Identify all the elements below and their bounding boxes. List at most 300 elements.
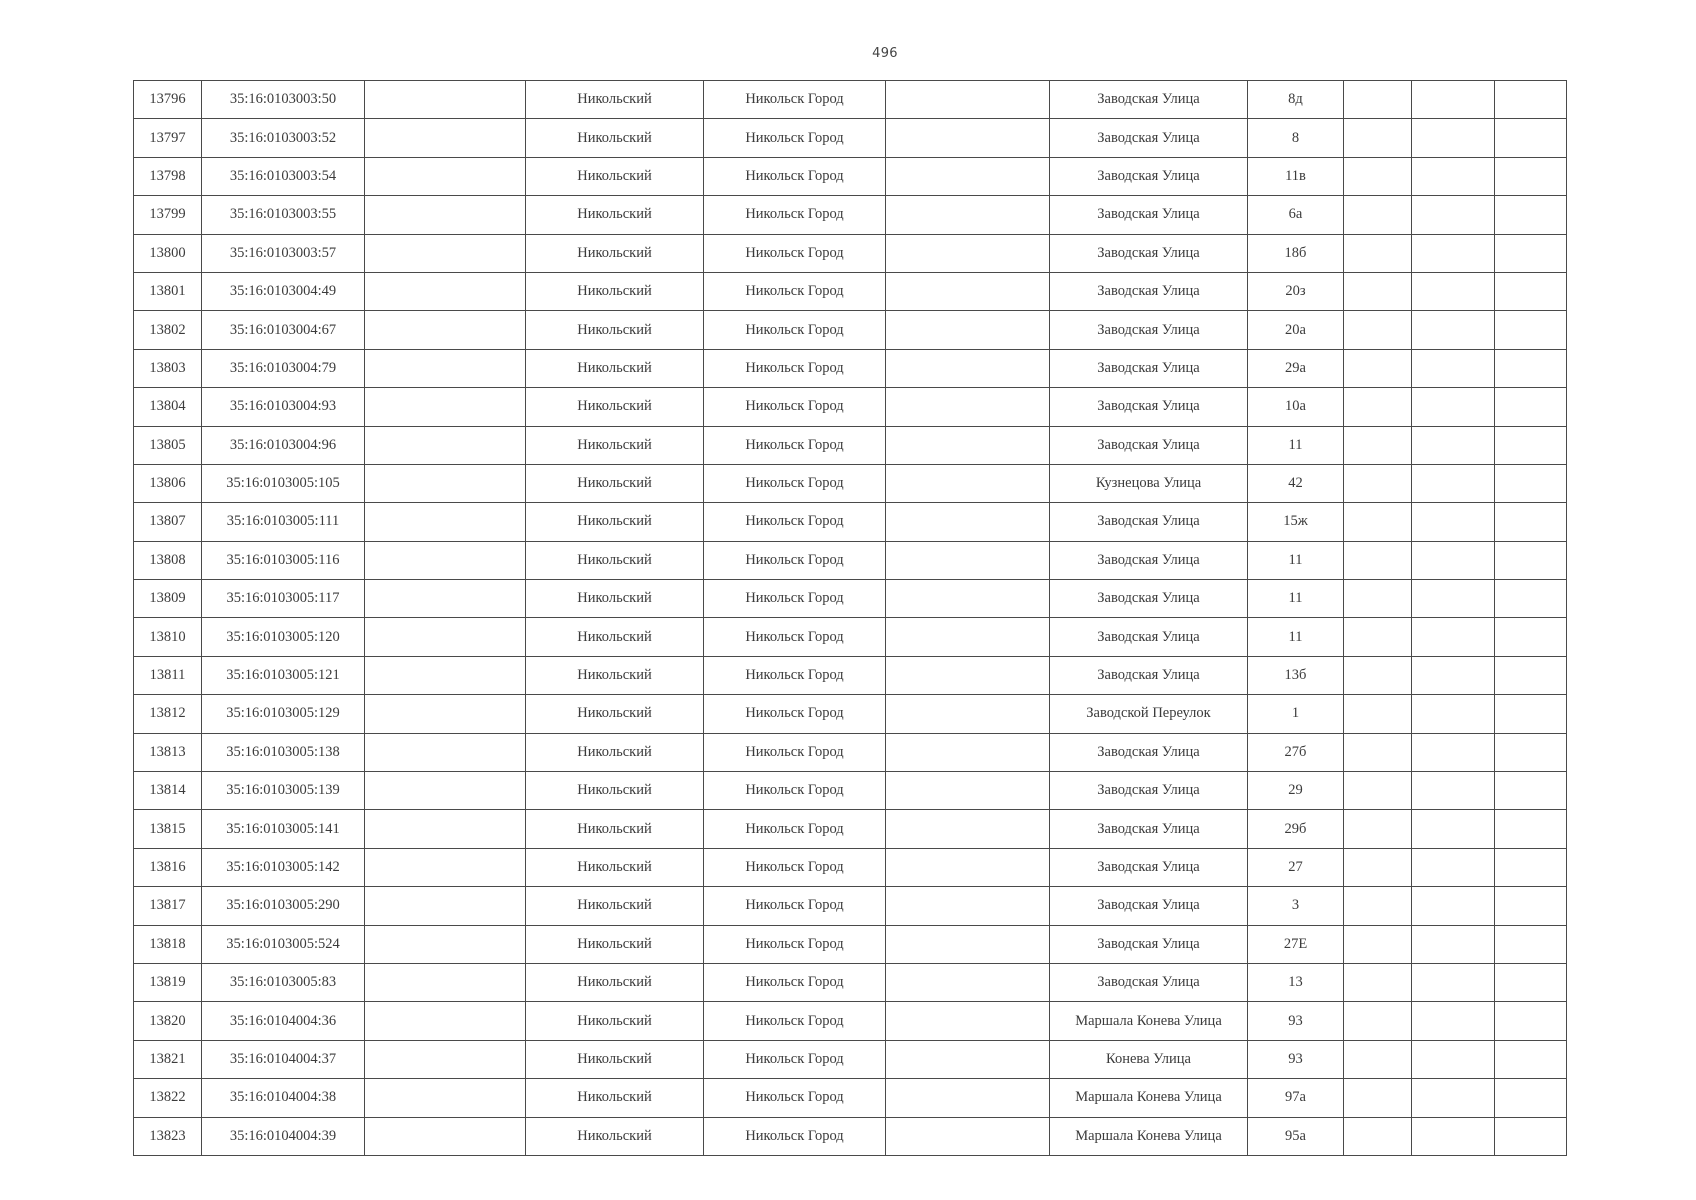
cell-empty [1412,887,1495,925]
cell-cadastral-number: 35:16:0103005:105 [202,464,365,502]
cell-empty [886,426,1050,464]
cell-empty [1344,464,1412,502]
cell-empty [365,656,526,694]
page-number: 496 [872,46,898,61]
cell-empty [365,81,526,119]
cell-locality: Никольск Город [704,311,886,349]
cell-empty [1412,1117,1495,1155]
cell-cadastral-number: 35:16:0103003:55 [202,196,365,234]
cell-street: Заводская Улица [1050,311,1248,349]
cell-empty [886,887,1050,925]
cell-empty [1495,541,1567,579]
cell-house-number: 29 [1248,772,1344,810]
cell-street: Заводская Улица [1050,810,1248,848]
cell-street: Заводская Улица [1050,848,1248,886]
cell-street: Маршала Конева Улица [1050,1079,1248,1117]
cell-empty [1495,848,1567,886]
cell-empty [886,388,1050,426]
cell-empty [1412,81,1495,119]
cell-street: Маршала Конева Улица [1050,1117,1248,1155]
cell-district: Никольский [526,234,704,272]
cell-empty [1344,580,1412,618]
table-row [134,81,1567,119]
cell-cadastral-number: 35:16:0103005:290 [202,887,365,925]
cell-empty [886,695,1050,733]
table-row [134,925,1567,963]
cell-locality: Никольск Город [704,1040,886,1078]
cell-locality: Никольск Город [704,541,886,579]
cell-row-number: 13807 [134,503,202,541]
cell-cadastral-number: 35:16:0103005:111 [202,503,365,541]
cell-street: Заводская Улица [1050,196,1248,234]
cell-district: Никольский [526,925,704,963]
cell-empty [1344,963,1412,1001]
cell-empty [1344,1117,1412,1155]
table-row [134,234,1567,272]
cell-empty [1412,157,1495,195]
cell-empty [1495,1040,1567,1078]
table-row [134,580,1567,618]
cell-empty [1495,311,1567,349]
cell-house-number: 1 [1248,695,1344,733]
cell-empty [1412,848,1495,886]
cell-cadastral-number: 35:16:0103003:50 [202,81,365,119]
cell-district: Никольский [526,580,704,618]
cell-house-number: 11 [1248,541,1344,579]
cell-street: Заводская Улица [1050,234,1248,272]
cell-locality: Никольск Город [704,1117,886,1155]
cell-cadastral-number: 35:16:0103005:121 [202,656,365,694]
cell-street: Заводская Улица [1050,580,1248,618]
cell-house-number: 27Е [1248,925,1344,963]
cell-cadastral-number: 35:16:0103003:57 [202,234,365,272]
cell-district: Никольский [526,810,704,848]
cell-street: Заводской Переулок [1050,695,1248,733]
cell-cadastral-number: 35:16:0104004:37 [202,1040,365,1078]
cell-district: Никольский [526,695,704,733]
cell-locality: Никольск Город [704,656,886,694]
cell-cadastral-number: 35:16:0103004:49 [202,272,365,310]
cell-empty [1344,541,1412,579]
cell-house-number: 8 [1248,119,1344,157]
cell-locality: Никольск Город [704,618,886,656]
cell-empty [365,1117,526,1155]
table-row [134,157,1567,195]
cell-row-number: 13814 [134,772,202,810]
table-row [134,349,1567,387]
cell-empty [1412,234,1495,272]
cell-empty [365,848,526,886]
cell-empty [365,810,526,848]
cell-cadastral-number: 35:16:0104004:38 [202,1079,365,1117]
cell-empty [1412,618,1495,656]
cell-empty [886,656,1050,694]
cell-empty [365,1079,526,1117]
cell-empty [1412,695,1495,733]
cell-empty [1412,772,1495,810]
cell-empty [1344,848,1412,886]
cell-empty [365,618,526,656]
cell-empty [1412,196,1495,234]
cell-empty [365,580,526,618]
cell-cadastral-number: 35:16:0103005:117 [202,580,365,618]
cell-cadastral-number: 35:16:0104004:36 [202,1002,365,1040]
cell-empty [886,349,1050,387]
cell-district: Никольский [526,1079,704,1117]
cell-house-number: 6а [1248,196,1344,234]
cell-district: Никольский [526,311,704,349]
cell-street: Заводская Улица [1050,157,1248,195]
cell-house-number: 15ж [1248,503,1344,541]
cell-row-number: 13804 [134,388,202,426]
cell-empty [886,541,1050,579]
cell-row-number: 13812 [134,695,202,733]
cell-empty [1412,311,1495,349]
cell-district: Никольский [526,963,704,1001]
cell-empty [365,157,526,195]
cell-house-number: 29б [1248,810,1344,848]
cell-locality: Никольск Город [704,887,886,925]
registry-table [133,80,1567,1156]
cell-empty [365,1002,526,1040]
cell-locality: Никольск Город [704,464,886,502]
cell-empty [1495,1117,1567,1155]
cell-house-number: 93 [1248,1002,1344,1040]
cell-street: Заводская Улица [1050,887,1248,925]
cell-street: Маршала Конева Улица [1050,1002,1248,1040]
cell-cadastral-number: 35:16:0103005:129 [202,695,365,733]
table-row [134,272,1567,310]
cell-district: Никольский [526,464,704,502]
table-row [134,1079,1567,1117]
cell-empty [1344,388,1412,426]
cell-street: Заводская Улица [1050,349,1248,387]
table-row [134,733,1567,771]
cell-empty [1412,464,1495,502]
cell-empty [1344,311,1412,349]
cell-empty [1412,1079,1495,1117]
cell-locality: Никольск Город [704,963,886,1001]
cell-row-number: 13800 [134,234,202,272]
cell-street: Заводская Улица [1050,772,1248,810]
cell-empty [365,349,526,387]
cell-empty [886,580,1050,618]
cell-house-number: 95а [1248,1117,1344,1155]
cell-empty [1412,733,1495,771]
cell-empty [1495,1079,1567,1117]
cell-street: Заводская Улица [1050,963,1248,1001]
cell-street: Заводская Улица [1050,81,1248,119]
cell-empty [1344,157,1412,195]
cell-empty [1495,656,1567,694]
cell-empty [1495,349,1567,387]
cell-street: Заводская Улица [1050,119,1248,157]
cell-empty [1344,1079,1412,1117]
cell-row-number: 13798 [134,157,202,195]
cell-empty [365,311,526,349]
cell-cadastral-number: 35:16:0103004:79 [202,349,365,387]
table-row [134,810,1567,848]
table-row [134,1040,1567,1078]
cell-house-number: 13 [1248,963,1344,1001]
table-row [134,119,1567,157]
cell-empty [1344,733,1412,771]
cell-empty [365,464,526,502]
cell-empty [886,733,1050,771]
cell-locality: Никольск Город [704,772,886,810]
cell-cadastral-number: 35:16:0103004:96 [202,426,365,464]
table-body [134,81,1567,1156]
cell-district: Никольский [526,541,704,579]
cell-street: Заводская Улица [1050,656,1248,694]
cell-empty [365,887,526,925]
cell-row-number: 13816 [134,848,202,886]
cell-house-number: 13б [1248,656,1344,694]
cell-locality: Никольск Город [704,503,886,541]
cell-empty [886,618,1050,656]
cell-row-number: 13801 [134,272,202,310]
cell-row-number: 13810 [134,618,202,656]
cell-district: Никольский [526,349,704,387]
cell-empty [1495,925,1567,963]
cell-empty [886,157,1050,195]
cell-locality: Никольск Город [704,81,886,119]
cell-house-number: 97а [1248,1079,1344,1117]
cell-empty [1412,656,1495,694]
cell-empty [365,196,526,234]
cell-empty [1412,272,1495,310]
cell-empty [1412,1002,1495,1040]
cell-empty [1344,349,1412,387]
cell-empty [1344,772,1412,810]
cell-locality: Никольск Город [704,426,886,464]
cell-cadastral-number: 35:16:0103005:139 [202,772,365,810]
cell-row-number: 13796 [134,81,202,119]
cell-empty [365,388,526,426]
cell-empty [886,196,1050,234]
cell-house-number: 93 [1248,1040,1344,1078]
table-row [134,311,1567,349]
cell-row-number: 13818 [134,925,202,963]
cell-house-number: 42 [1248,464,1344,502]
cell-district: Никольский [526,272,704,310]
cell-street: Заводская Улица [1050,503,1248,541]
cell-house-number: 11 [1248,426,1344,464]
cell-empty [1344,81,1412,119]
cell-empty [1495,887,1567,925]
table-row [134,656,1567,694]
cell-empty [1344,1002,1412,1040]
cell-locality: Никольск Город [704,388,886,426]
cell-empty [1495,272,1567,310]
cell-empty [1412,388,1495,426]
cell-empty [886,848,1050,886]
cell-empty [365,925,526,963]
cell-row-number: 13821 [134,1040,202,1078]
cell-empty [886,311,1050,349]
cell-row-number: 13808 [134,541,202,579]
cell-house-number: 3 [1248,887,1344,925]
cell-street: Заводская Улица [1050,925,1248,963]
cell-locality: Никольск Город [704,848,886,886]
cell-empty [886,810,1050,848]
cell-cadastral-number: 35:16:0103005:142 [202,848,365,886]
cell-row-number: 13806 [134,464,202,502]
cell-empty [886,1040,1050,1078]
cell-empty [1344,234,1412,272]
cell-empty [886,464,1050,502]
cell-cadastral-number: 35:16:0103005:138 [202,733,365,771]
table-row [134,887,1567,925]
cell-empty [365,272,526,310]
cell-district: Никольский [526,1117,704,1155]
cell-empty [1412,1040,1495,1078]
cell-cadastral-number: 35:16:0103003:54 [202,157,365,195]
cell-empty [1412,963,1495,1001]
cell-empty [1495,580,1567,618]
cell-empty [886,234,1050,272]
cell-house-number: 11в [1248,157,1344,195]
cell-empty [886,81,1050,119]
cell-row-number: 13802 [134,311,202,349]
cell-house-number: 29а [1248,349,1344,387]
cell-locality: Никольск Город [704,1002,886,1040]
cell-district: Никольский [526,733,704,771]
cell-locality: Никольск Город [704,925,886,963]
cell-empty [1412,119,1495,157]
cell-empty [1495,618,1567,656]
cell-house-number: 18б [1248,234,1344,272]
cell-empty [1495,695,1567,733]
cell-empty [886,1079,1050,1117]
cell-locality: Никольск Город [704,119,886,157]
cell-street: Заводская Улица [1050,272,1248,310]
cell-empty [365,426,526,464]
cell-cadastral-number: 35:16:0103005:120 [202,618,365,656]
cell-empty [1344,272,1412,310]
cell-row-number: 13815 [134,810,202,848]
cell-empty [1344,887,1412,925]
cell-row-number: 13813 [134,733,202,771]
cell-street: Конева Улица [1050,1040,1248,1078]
cell-empty [1344,119,1412,157]
cell-empty [1412,541,1495,579]
cell-row-number: 13803 [134,349,202,387]
cell-empty [1495,810,1567,848]
cell-empty [1495,234,1567,272]
cell-row-number: 13809 [134,580,202,618]
cell-empty [886,1002,1050,1040]
cell-district: Никольский [526,848,704,886]
cell-row-number: 13799 [134,196,202,234]
cell-cadastral-number: 35:16:0103005:83 [202,963,365,1001]
cell-district: Никольский [526,157,704,195]
table-row [134,772,1567,810]
cell-empty [1344,695,1412,733]
cell-cadastral-number: 35:16:0103003:52 [202,119,365,157]
cell-empty [1412,349,1495,387]
cell-street: Заводская Улица [1050,618,1248,656]
cell-house-number: 20а [1248,311,1344,349]
cell-row-number: 13817 [134,887,202,925]
cell-district: Никольский [526,656,704,694]
cell-street: Заводская Улица [1050,426,1248,464]
cell-cadastral-number: 35:16:0103004:67 [202,311,365,349]
table-row [134,388,1567,426]
table-row [134,196,1567,234]
cell-district: Никольский [526,119,704,157]
cell-empty [365,963,526,1001]
cell-house-number: 27 [1248,848,1344,886]
cell-row-number: 13819 [134,963,202,1001]
cell-empty [365,234,526,272]
cell-empty [365,772,526,810]
cell-empty [365,119,526,157]
table-row [134,848,1567,886]
cell-empty [1495,464,1567,502]
cell-empty [886,925,1050,963]
cell-empty [1344,1040,1412,1078]
cell-empty [1344,618,1412,656]
table-row [134,426,1567,464]
cell-empty [886,772,1050,810]
cell-district: Никольский [526,81,704,119]
cell-empty [1495,426,1567,464]
cell-empty [1495,119,1567,157]
cell-row-number: 13811 [134,656,202,694]
cell-empty [365,733,526,771]
cell-empty [1495,503,1567,541]
cell-empty [1344,196,1412,234]
cell-district: Никольский [526,772,704,810]
cell-house-number: 10а [1248,388,1344,426]
cell-empty [1344,925,1412,963]
cell-row-number: 13820 [134,1002,202,1040]
cell-row-number: 13823 [134,1117,202,1155]
cell-empty [1495,157,1567,195]
cell-cadastral-number: 35:16:0103005:116 [202,541,365,579]
cell-empty [365,503,526,541]
cell-locality: Никольск Город [704,580,886,618]
cell-empty [1344,426,1412,464]
cell-empty [1495,733,1567,771]
cell-district: Никольский [526,426,704,464]
cell-locality: Никольск Город [704,272,886,310]
cell-empty [1495,81,1567,119]
cell-empty [886,1117,1050,1155]
cell-empty [1412,810,1495,848]
table-row [134,541,1567,579]
cell-empty [886,272,1050,310]
cell-empty [1412,426,1495,464]
cell-district: Никольский [526,1002,704,1040]
cell-locality: Никольск Город [704,196,886,234]
cell-street: Заводская Улица [1050,541,1248,579]
cell-empty [1495,196,1567,234]
table-row [134,503,1567,541]
table-row [134,695,1567,733]
cell-locality: Никольск Город [704,810,886,848]
table-row [134,963,1567,1001]
cell-empty [886,119,1050,157]
cell-house-number: 20з [1248,272,1344,310]
cell-empty [365,695,526,733]
cell-district: Никольский [526,388,704,426]
cell-row-number: 13797 [134,119,202,157]
cell-empty [1412,925,1495,963]
cell-row-number: 13822 [134,1079,202,1117]
cell-house-number: 27б [1248,733,1344,771]
